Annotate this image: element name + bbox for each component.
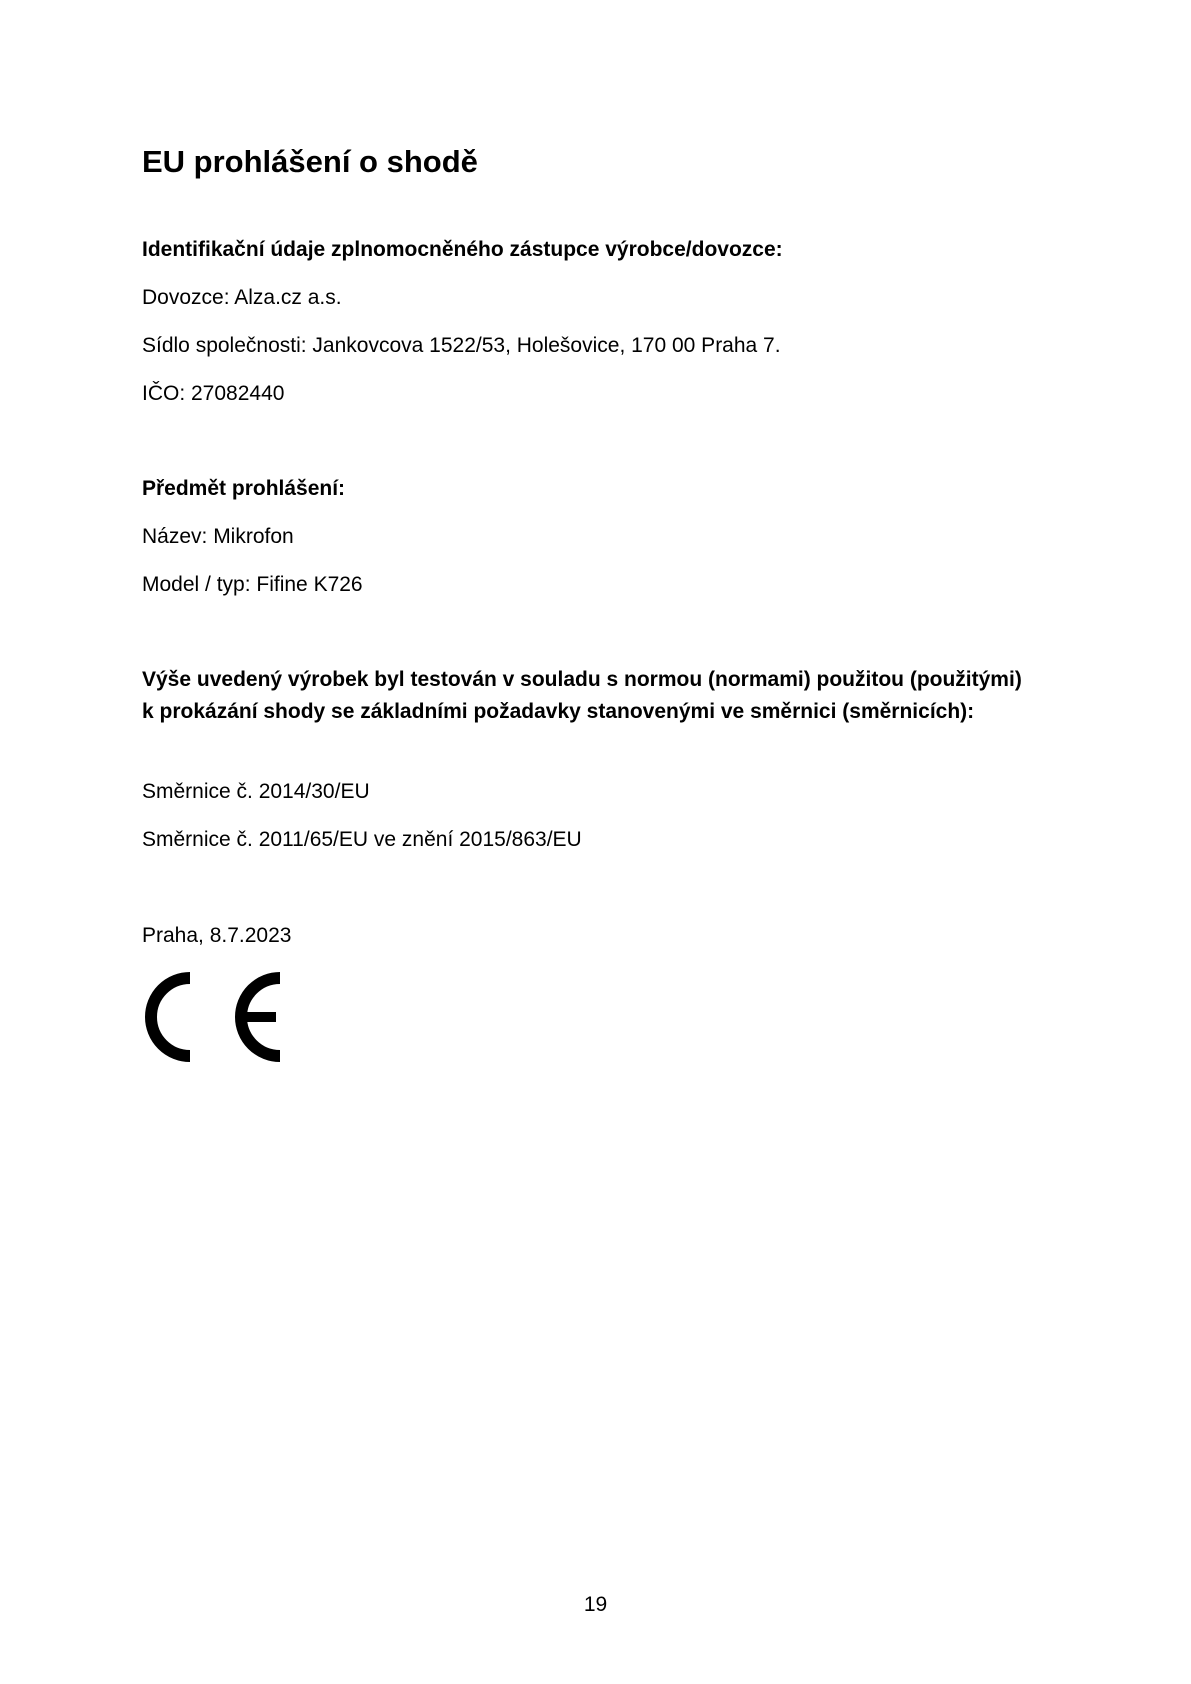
- directive-item: Směrnice č. 2014/30/EU: [142, 780, 370, 803]
- directive-item: Směrnice č. 2011/65/EU ve znění 2015/863/EU: [142, 828, 582, 851]
- page-title: EU prohlášení o shodě: [142, 144, 478, 179]
- importer-name: Dovozce: Alza.cz a.s.: [142, 286, 342, 309]
- product-name: Název: Mikrofon: [142, 525, 294, 548]
- ce-mark-icon: [140, 966, 282, 1068]
- subject-heading: Předmět prohlášení:: [142, 477, 346, 500]
- product-model: Model / typ: Fifine K726: [142, 573, 363, 596]
- importer-heading: Identifikační údaje zplnomocněného zástupce výrobce/dovozce:: [142, 238, 783, 261]
- company-ico: IČO: 27082440: [142, 382, 285, 405]
- page-number: 19: [583, 1593, 608, 1616]
- company-seat: Sídlo společnosti: Jankovcova 1522/53, Holešovice, 170 00 Praha 7.: [142, 334, 781, 357]
- place-date: Praha, 8.7.2023: [142, 924, 292, 947]
- conformity-statement: Výše uvedený výrobek byl testován v souladu s normou (normami) použitou (použitými) k prokázání shody se základními požadavky stanovenými ve směrnici (směrnicích):: [142, 668, 1022, 723]
